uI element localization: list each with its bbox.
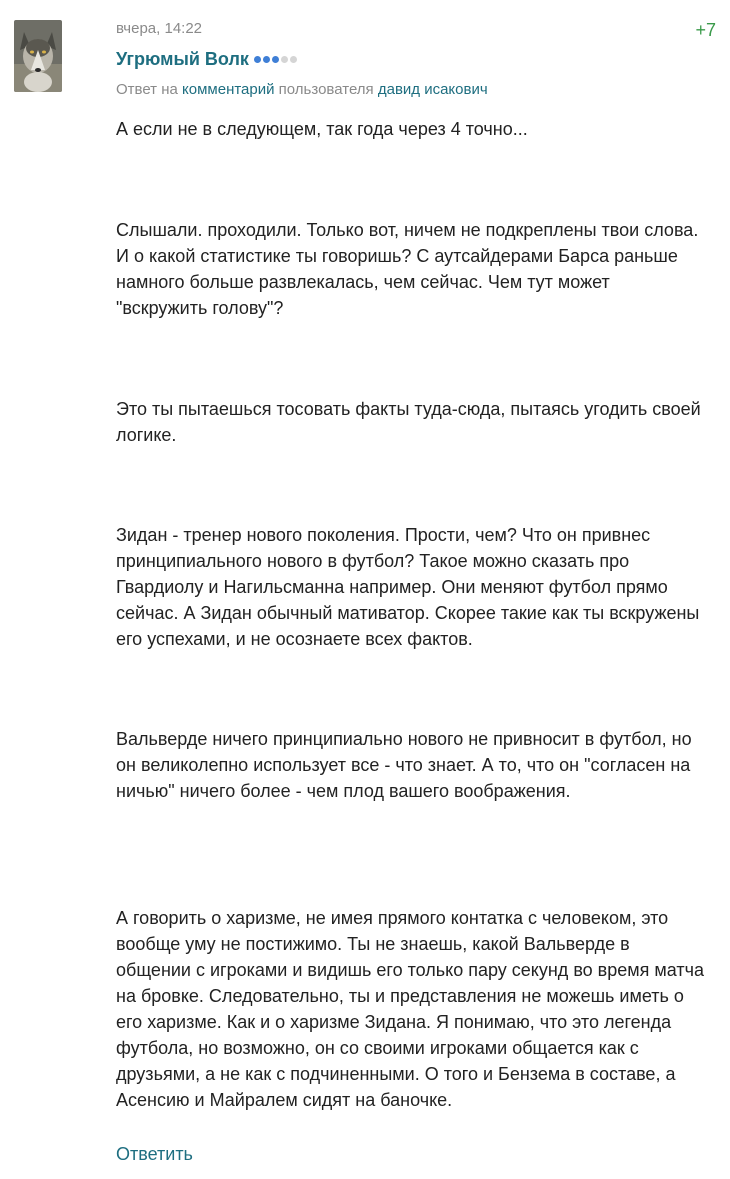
level-dot: [272, 56, 279, 63]
reply-user-link[interactable]: давид исакович: [377, 81, 488, 98]
reply-info: [116, 81, 488, 98]
author-level-indicator: [254, 56, 297, 63]
comment-paragraph: А говорить о харизме, не имея прямого контатка с человеком, это вообще уму не постижимо. Ты не знаешь, какой Вальверде в общении с игроками и видишь его только пару секунд во время матча на бровке. Следовательно, ты и представления не можешь иметь о его харизме. Как и о харизме Зидана. Я понимаю, что это легенда футбола, но возможно, он со своими игроками общается как с друзьями, а не как с подчиненными. О того и Бензема в составе, а Асенсию и Майралем сидят на баночке.: [116, 908, 705, 1110]
reply-comment-link[interactable]: комментарий: [182, 81, 275, 98]
comment-paragraph: Вальверде ничего принципиально нового не привносит в футбол, но он великолепно использует все - что знает. А то, что он "согласен на ничью" ничего более - чем плод вашего воображения.: [116, 729, 692, 801]
author-name[interactable]: Угрюмый Волк: [116, 49, 249, 69]
comment-paragraph: А если не в следующем, так года через 4 точно...: [116, 119, 528, 139]
level-dot: [254, 56, 261, 63]
wolf-avatar-icon: [14, 20, 62, 92]
author-row: [116, 49, 297, 70]
timestamp: вчера, 14:22: [116, 20, 203, 37]
rating-value[interactable]: +7: [695, 20, 716, 40]
comment-paragraph: Зидан - тренер нового поколения. Прости, чем? Что он привнес принципиального нового в футбол? Такое можно сказать про Гвардиолу и Нагильсманна например. Они меняют футбол прямо сейчас. А Зидан обычный мативатор. Скорее такие как ты вскружены его успехами, и не осознаете всех фактов.: [116, 525, 700, 649]
level-dot: [281, 56, 288, 63]
level-dot: [290, 56, 297, 63]
comment-paragraph: Слышали. проходили. Только вот, ничем не подкреплены твои слова. И о какой статистике ты говоришь? С аутсайдерами Барса раньше намного больше развлекалась, чем сейчас. Чем тут может "вскружить голову"?: [116, 220, 699, 318]
comment-paragraph: Это ты пытаешься тосовать факты туда-сюда, пытаясь угодить своей логике.: [116, 399, 701, 445]
level-dot: [263, 56, 270, 63]
reply-mid: пользователя: [278, 81, 374, 98]
avatar[interactable]: [14, 20, 62, 92]
reply-prefix: Ответ на: [116, 81, 178, 98]
reply-button[interactable]: Ответить: [116, 1144, 193, 1164]
